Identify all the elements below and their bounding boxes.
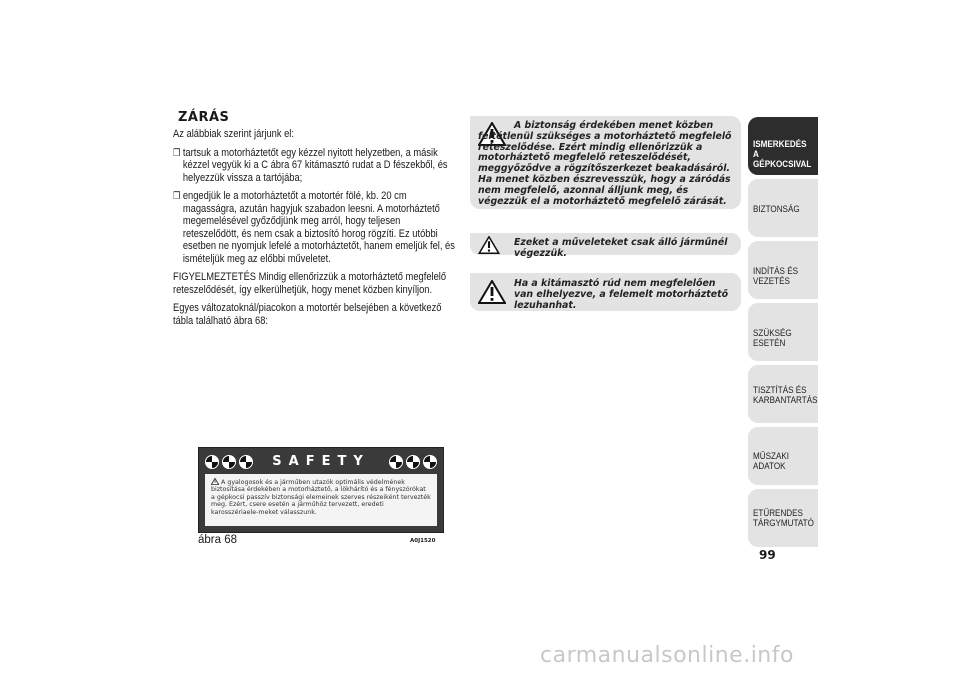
target-discs-right [389, 455, 437, 469]
tab-szukseg[interactable]: SZÜKSÉG ESETÉN [748, 303, 818, 361]
target-disc-icon [222, 455, 236, 469]
target-disc-icon [239, 455, 253, 469]
tab-ismerkedes[interactable]: ISMERKEDÉS A GÉPKOCSIVAL [748, 117, 818, 175]
tab-inditas[interactable]: INDÍTÁS ÉS VEZETÉS [748, 241, 818, 299]
section-title: ZÁRÁS [178, 110, 230, 125]
safety-sticker [205, 474, 437, 526]
target-discs-left [205, 455, 253, 469]
warning-paragraph: FIGYELMEZTETÉS Mindig ellenőrizzük a motorháztető megfelelő reteszelődését, így elkerülhetjük, hogy menet közben kinyíljon. [173, 271, 447, 296]
target-disc-icon [389, 455, 403, 469]
safety-label-figure [198, 447, 444, 533]
figure-code: A0J1520 [410, 538, 436, 544]
tab-targymutato[interactable]: ETŰRENDES TÁRGYMUTATÓ [748, 489, 818, 547]
warning-triangle-icon [211, 478, 219, 485]
warning-box-1 [470, 116, 741, 209]
checkbox-bullet-icon: ❒ [173, 147, 181, 159]
warning-triangle-icon [478, 280, 506, 304]
target-disc-icon [423, 455, 437, 469]
tab-muszaki[interactable]: MŰSZAKI ADATOK [748, 427, 818, 485]
target-disc-icon [205, 455, 219, 469]
warning-box-3 [470, 273, 741, 311]
warning-text: Ha a kitámasztó rúd nem megfelelően van elhelyezve, a felemelt motorháztető lezuhanhat. [514, 278, 729, 311]
sticker-text: A gyalogosok és a járműben utazók optimális védelmének biztosítása érdekében a motorháztető, a lökhárító és a fényszórókat a gépkocsi passzív biztonsági elemeinek szerves részeiként tervezték meg. Ezért, csere esetén a járműhöz tervezett, eredeti karosszériaele-meket válasszunk. [211, 479, 431, 516]
tab-biztonsag[interactable]: BIZTONSÁG [748, 179, 818, 237]
warning-triangle-icon [478, 236, 500, 254]
target-disc-icon [406, 455, 420, 469]
checkbox-bullet-icon: ❒ [173, 191, 181, 202]
list-item: ❒ engedjük le a motorháztetőt a motortér fölé, kb. 20 cm magasságra, azután hagyjuk szabadon leesni. A motorháztető megemelésével győződjünk meg arról, hogy teljesen reteszelődött, és nem csak a biztosító horog rögzíti. Ez utóbbi esetben ne nyomjuk lefelé a motorháztetőt, hanem emeljük fel, és ismételjük meg az előbbi műveletet. [173, 190, 455, 265]
info-paragraph: Egyes változatoknál/piacokon a motortér belsejében a következő tábla található ábra 68: [173, 302, 442, 327]
list-item: ❒ tartsuk a motorháztetőt egy kézzel nyitott helyzetben, a másik kézzel vegyük ki a C ábra 67 kitámasztó rudat a D fészekből, és helyezzük vissza a tartójába; [173, 146, 448, 184]
tab-tisztitas[interactable]: TISZTÍTÁS ÉS KARBANTARTÁS [748, 365, 818, 423]
figure-caption: ábra 68 [198, 534, 238, 546]
body-text [173, 128, 455, 333]
page-number: 99 [759, 548, 776, 562]
watermark: carmanualsonline.info [540, 643, 794, 668]
safety-banner [205, 453, 437, 470]
safety-word: SAFETY [272, 454, 370, 469]
warning-box-2 [470, 233, 741, 259]
warning-text: A biztonság érdekében menet közben feltétlenül szükséges a motorháztető megfelelő reteszelődése. Ezért mindig ellenőrizzük a motorháztető megfelelő reteszelődését, meggyőződve a rögzítőszerkezet beakadásáról. Ha menet közben észrevesszük, hogy a záródás nem megfelelő, azonnal álljunk meg, és végezzük el a motorháztető megfelelő zárását. [478, 120, 732, 207]
intro-text: Az alábbiak szerint járjunk el: [173, 128, 294, 140]
warning-text: Ezeket a műveleteket csak álló járműnél végezzük. [514, 237, 728, 259]
